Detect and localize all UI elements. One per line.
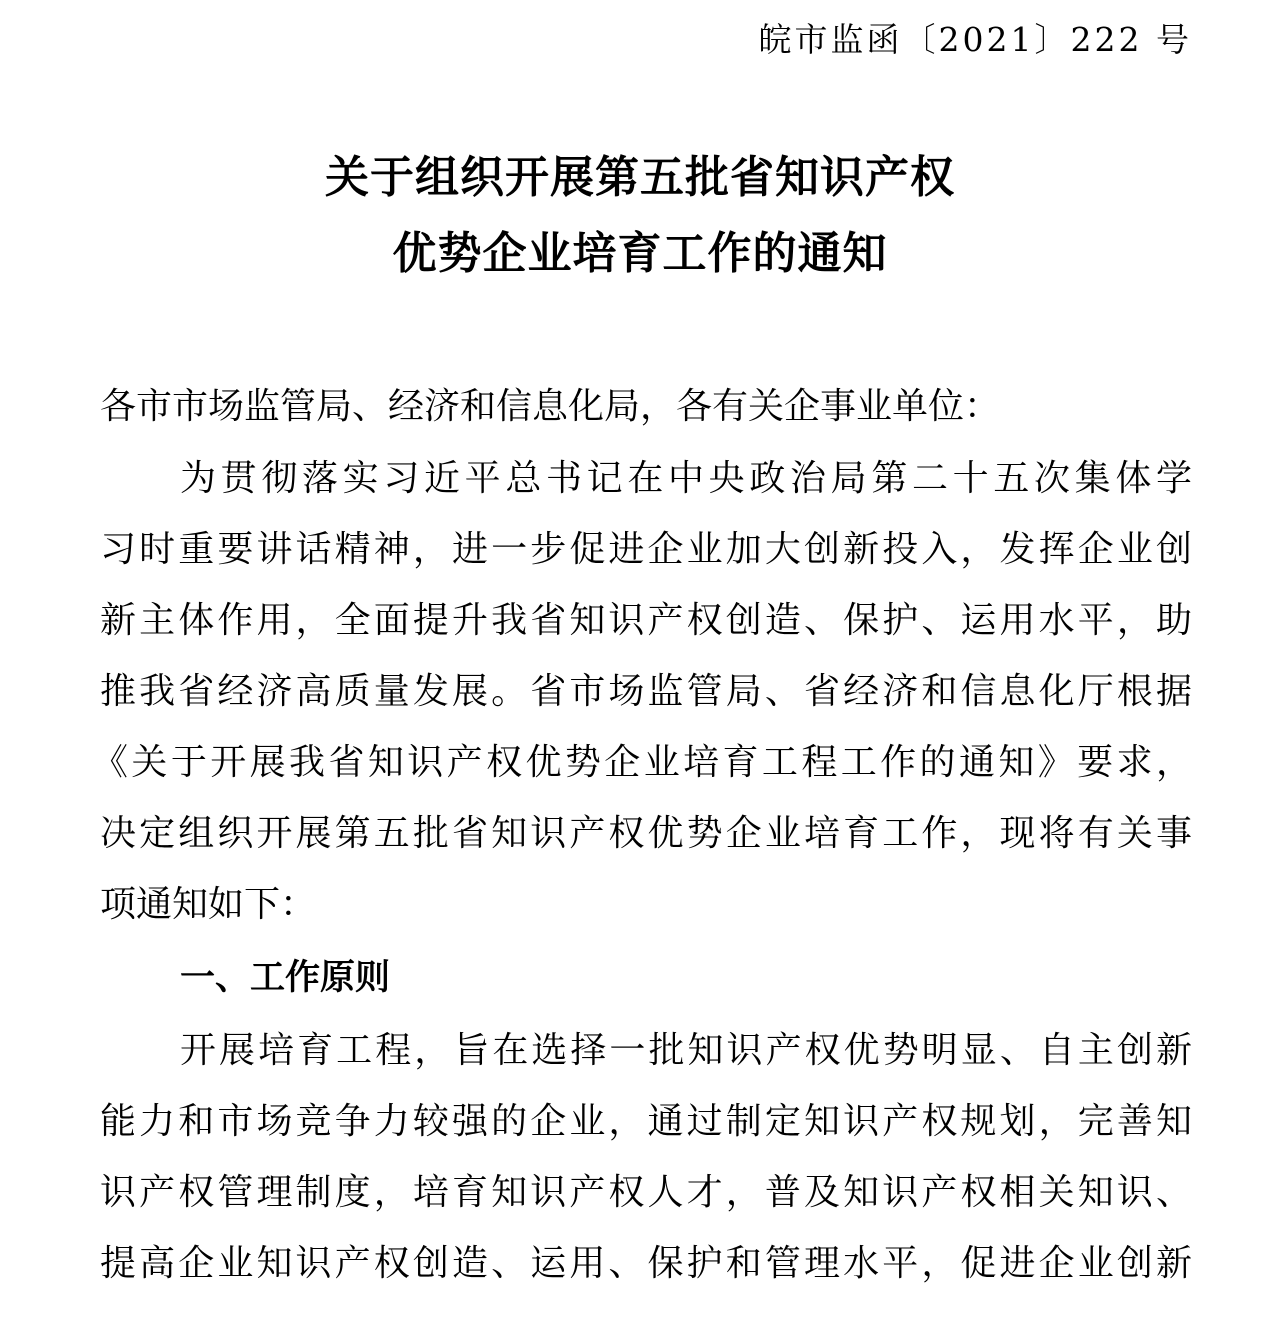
section-line: 识产权管理制度，培育知识产权人才，普及知识产权相关知识、 [100,1172,1192,1213]
title-line-2: 优势企业培育工作的通知 [392,228,888,279]
section-heading: 一、工作原则 [180,958,391,998]
intro-line: 决定组织开展第五批省知识产权优势企业培育工作，现将有关事 [100,813,1192,854]
section-line: 提高企业知识产权创造、运用、保护和管理水平，促进企业创新 [100,1243,1192,1284]
intro-line: 推我省经济高质量发展。省市场监管局、省经济和信息化厅根据 [100,671,1192,712]
title-line-1: 关于组织开展第五批省知识产权 [325,152,955,203]
document-title [0,140,1280,292]
intro-line: 项通知如下： [100,884,317,925]
intro-line: 《关于开展我省知识产权优势企业培育工程工作的通知》要求， [92,742,1192,783]
intro-line: 新主体作用，全面提升我省知识产权创造、保护、运用水平，助 [100,600,1192,641]
intro-line: 习时重要讲话精神，进一步促进企业加大创新投入，发挥企业创 [100,529,1192,570]
section-line: 开展培育工程，旨在选择一批知识产权优势明显、自主创新 [180,1030,1192,1071]
section-line: 能力和市场竞争力较强的企业，通过制定知识产权规划，完善知 [100,1101,1192,1142]
document-number: 皖市监函〔2021〕222 号 [758,20,1192,59]
salutation: 各市市场监管局、经济和信息化局，各有关企事业单位： [100,386,1001,427]
intro-line: 为贯彻落实习近平总书记在中央政治局第二十五次集体学 [180,458,1192,499]
